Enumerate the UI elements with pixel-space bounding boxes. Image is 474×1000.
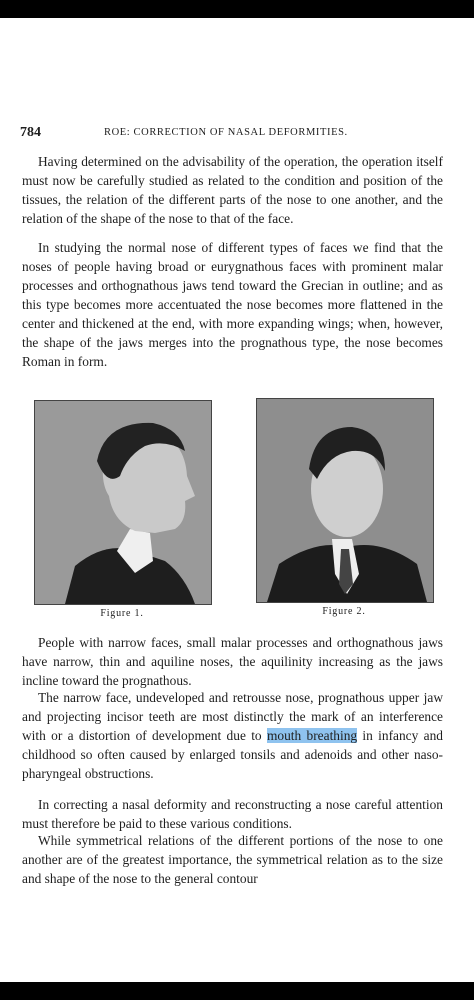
paragraph-4 [22,688,443,783]
paragraph-4-text-after: in infancy and childhood so often caused by enlarged tonsils and adenoids and other naso-pharyngeal obstructions. [22,728,443,781]
paragraph-4-text-before: The narrow face, undeveloped and retrousse nose, prognathous upper jaw and projecting incisor teeth are most distinctly the mark of an interference with or a distortion of development due to [22,690,443,743]
frontal-portrait-image [257,399,433,602]
figure-2-caption: Figure 2. [322,606,366,617]
profile-portrait-image [35,401,211,604]
highlighted-text[interactable]: mouth breathing [266,728,358,743]
running-head: ROE: CORRECTION OF NASAL DEFORMITIES. [104,127,348,138]
paragraph-1: Having determined on the advisability of the operation, the operation itself must now be carefully studied as related to the condition and position of the tissues, the relation of the different parts of the nose to one another, and the relation of the shape of the nose to that of the face. [22,154,443,226]
paragraph-5: In correcting a nasal deformity and reconstructing a nose careful attention must therefore be paid to these various conditions. [22,797,443,831]
figure-1-photo [34,400,212,605]
page-header [20,125,460,143]
figure-2-photo [256,398,434,603]
paragraph-3: People with narrow faces, small malar processes and orthognathous jaws have narrow, thin and aquiline noses, the aquilinity increasing as the jaws incline toward the prognathous. [22,635,443,688]
page-number: 784 [20,125,41,140]
top-black-bar [0,0,474,18]
paragraph-2: In studying the normal nose of different types of faces we find that the noses of people having broad or eurygnathous faces with prominent malar processes and orthognathous jaws tend toward the Grecian in outline; and as this type becomes more accentuated the nose becomes more flattened in the center and thickened at the end, with more expanding wings; when, however, the shape of the jaws merges into the prognathous type, the nose becomes Roman in form. [22,240,443,369]
paragraph-6: While symmetrical relations of the different portions of the nose to one another are of the greatest importance, the symmetrical relation as to the size and shape of the nose to the general contour [22,833,443,886]
figure-1-caption: Figure 1. [100,608,144,619]
bottom-black-bar [0,982,474,1000]
